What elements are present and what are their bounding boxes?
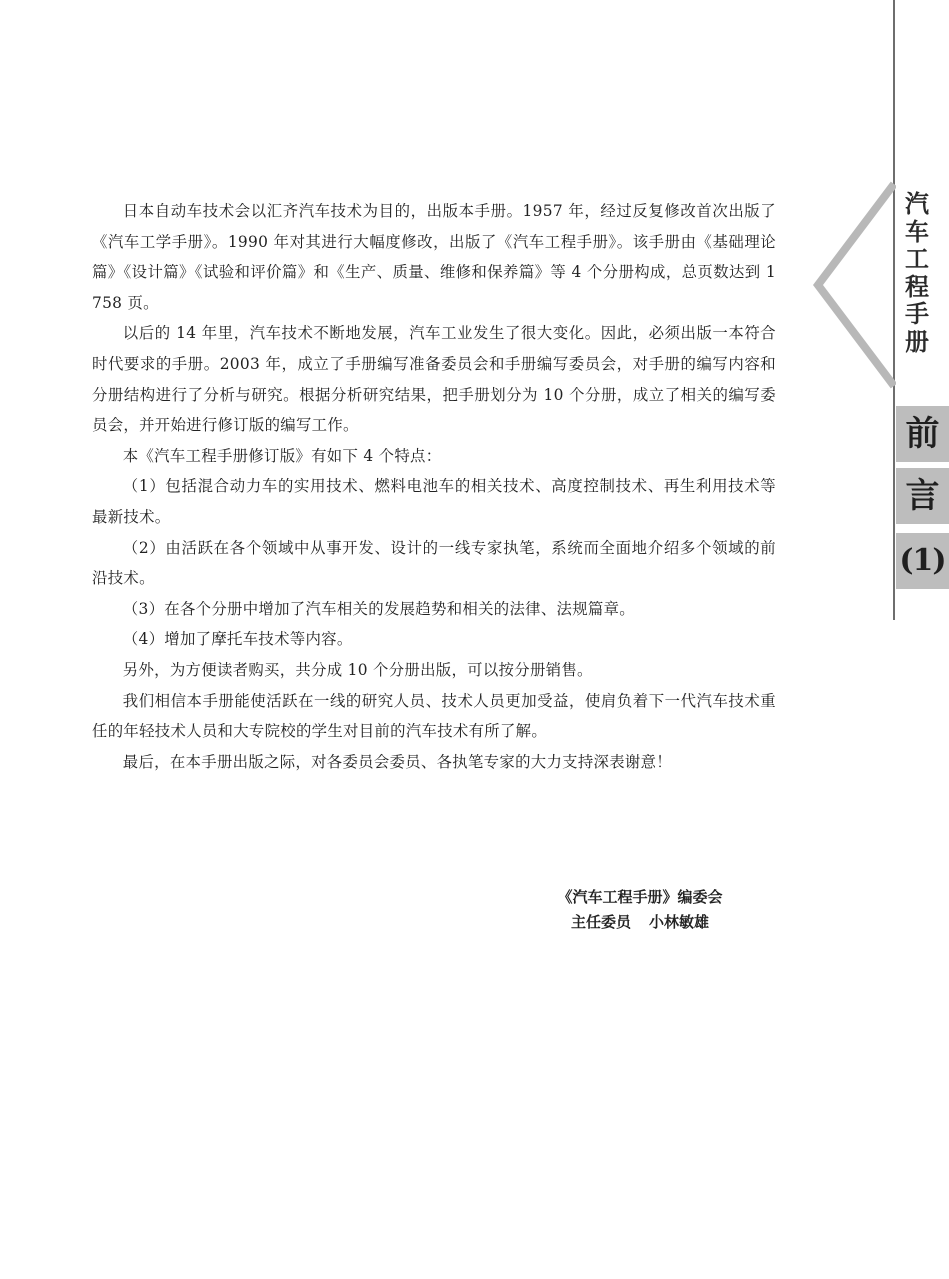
paragraph: 日本自动车技术会以汇齐汽车技术为目的，出版本手册。1957 年，经过反复修改首次出版了《汽车工学手册》。1990 年对其进行大幅度修改，出版了《汽车工程手册》。该手册由《基础理论篇》《设计篇》《试验和评价篇》和《生产、质量、维修和保养篇》等 4 个分册构成，总页数达到 1 758 页。 (92, 202, 776, 312)
paragraph: 最后，在本手册出版之际，对各委员会委员、各执笔专家的大力支持深表谢意！ (122, 752, 672, 771)
paragraph: 另外，为方便读者购买，共分成 10 个分册出版，可以按分册销售。 (122, 660, 593, 679)
signature-block (470, 885, 810, 935)
chevron-decoration (812, 180, 896, 390)
section-tab-qian: 前 (896, 406, 949, 462)
paragraph: 本《汽车工程手册修订版》有如下 4 个特点： (122, 446, 442, 465)
paragraph: （2）由活跃在各个领域中从事开发、设计的一线专家执笔，系统而全面地介绍多个领域的前沿技术。 (92, 538, 776, 588)
paragraph: （1）包括混合动力车的实用技术、燃料电池车的相关技术、高度控制技术、再生利用技术等最新技术。 (92, 477, 776, 526)
committee-name: 《汽车工程手册》编委会 (557, 888, 723, 906)
paragraph: 以后的 14 年里，汽车技术不断地发展，汽车工业发生了很大变化。因此，必须出版一本符合时代要求的手册。2003 年，成立了手册编写准备委员会和手册编写委员会，对手册的编写内容和分册结构进行了分析与研究。根据分析研究结果，把手册划分为 10 个分册，成立了相关的编写委员会，并开始进行修订版的编写工作。 (92, 324, 776, 435)
preface-body (92, 196, 776, 777)
chair-name: 小林敏雄 (649, 913, 710, 931)
section-tab-number: (1) (896, 533, 949, 589)
chair-role: 主任委员 (570, 913, 631, 931)
section-tab-yan: 言 (896, 468, 949, 524)
paragraph: （3）在各个分册中增加了汽车相关的发展趋势和相关的法律、法规篇章。 (122, 599, 635, 618)
paragraph: （4）增加了摩托车技术等内容。 (122, 630, 353, 649)
chair-line (470, 910, 810, 935)
paragraph: 我们相信本手册能使活跃在一线的研究人员、技术人员更加受益，使肩负着下一代汽车技术重任的年轻技术人员和大专院校的学生对目前的汽车技术有所了解。 (92, 691, 776, 741)
book-title-vertical: 汽车工程手册 (905, 189, 929, 356)
